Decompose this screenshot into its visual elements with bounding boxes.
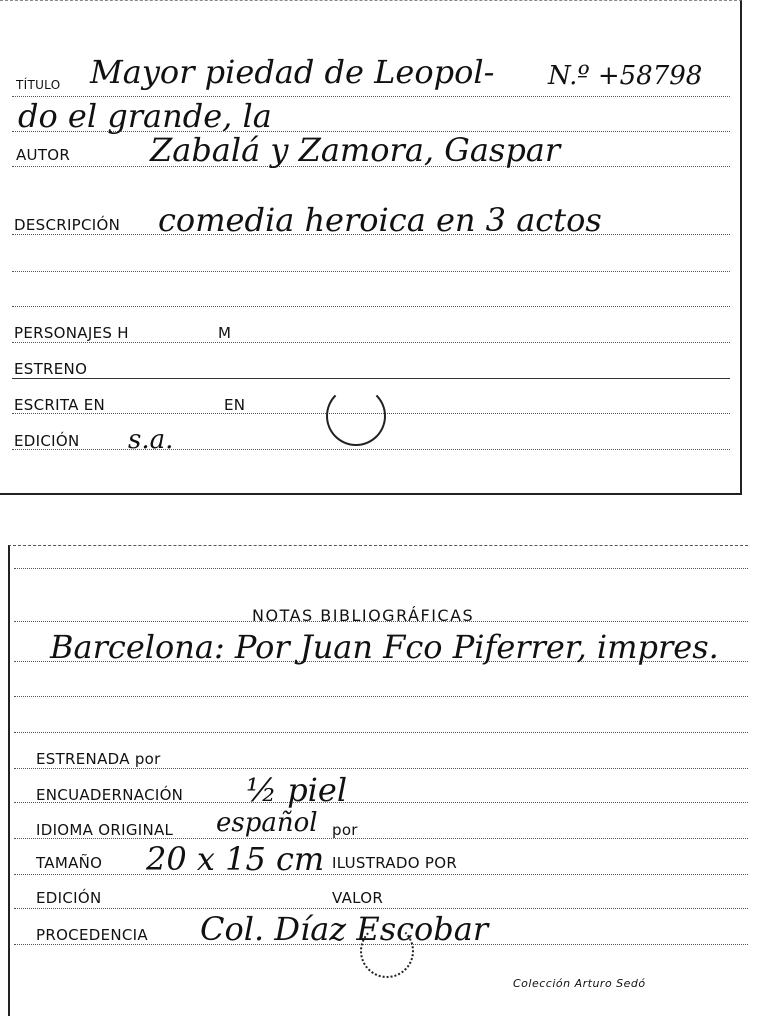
titulo-label: TÍTULO: [16, 78, 61, 92]
ruled-line: [14, 732, 748, 733]
personajes-label: PERSONAJES H: [14, 324, 129, 342]
ruled-line: [12, 271, 730, 272]
autor-handwritten: Zabalá y Zamora, Gaspar: [150, 131, 561, 169]
estrenada-label: ESTRENADA por: [36, 750, 161, 768]
ruled-line: [12, 342, 730, 343]
catalog-card-front: [0, 0, 742, 495]
procedencia-handwritten: Col. Díaz Escobar: [200, 910, 489, 948]
titulo-handwritten: Mayor piedad de Leopol-: [90, 53, 495, 91]
escrita-label: ESCRITA EN: [14, 396, 106, 414]
notas-title: NOTAS BIBLIOGRÁFICAS: [252, 606, 475, 625]
stamp-circle-icon: [326, 386, 386, 446]
catalog-card-back: [8, 545, 748, 1016]
personajes-m-label: M: [218, 324, 232, 342]
descripcion-handwritten: comedia heroica en 3 actos: [158, 201, 602, 239]
edicion-label: EDICIÓN: [14, 432, 80, 450]
por-label: por: [332, 821, 358, 839]
ruled-line: [14, 768, 748, 769]
ruled-line: [12, 449, 730, 450]
estreno-label: ESTRENO: [14, 360, 88, 378]
ruled-line: [14, 568, 748, 569]
edicion-handwritten: s.a.: [128, 425, 174, 455]
tamano-label: TAMAÑO: [36, 854, 103, 872]
titulo-continuation-handwritten: do el grande, la: [18, 97, 272, 135]
edicion-back-label: EDICIÓN: [36, 889, 102, 907]
reference-number: N.º +58798: [548, 61, 703, 91]
valor-label: VALOR: [332, 889, 384, 907]
en-label: EN: [224, 396, 246, 414]
idioma-label: IDIOMA ORIGINAL: [36, 821, 174, 839]
stamp-circle-icon: [360, 924, 414, 978]
encuadernacion-handwritten: ½ piel: [246, 771, 348, 809]
tamano-handwritten: 20 x 15 cm: [146, 840, 325, 878]
ruled-line: [12, 378, 730, 379]
autor-label: AUTOR: [16, 146, 71, 164]
procedencia-label: PROCEDENCIA: [36, 926, 148, 944]
ruled-line: [12, 306, 730, 307]
collection-footer: Colección Arturo Sedó: [513, 977, 646, 990]
ruled-line: [14, 696, 748, 697]
descripcion-label: DESCRIPCIÓN: [14, 216, 121, 234]
ruled-line: [14, 908, 748, 909]
encuadernacion-label: ENCUADERNACIÓN: [36, 786, 184, 804]
ruled-line: [14, 874, 748, 875]
ilustrado-label: ILUSTRADO POR: [332, 854, 458, 872]
idioma-handwritten: español: [216, 808, 318, 838]
notas-handwritten: Barcelona: Por Juan Fco Piferrer, impres.: [50, 628, 719, 666]
